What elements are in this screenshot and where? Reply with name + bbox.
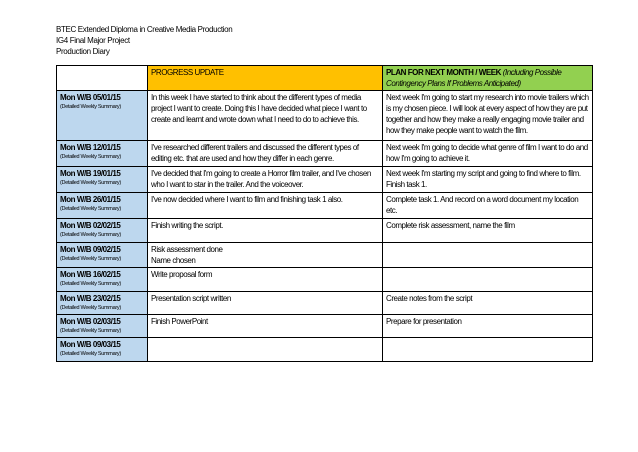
progress-cell[interactable]: Presentation script written bbox=[148, 292, 383, 315]
summary-label: (Detailed Weekly Summary) bbox=[60, 256, 121, 262]
plan-header-label: PLAN FOR NEXT MONTH / WEEK bbox=[386, 68, 501, 77]
week-date-cell bbox=[57, 193, 148, 219]
table-row bbox=[57, 193, 593, 219]
table-row bbox=[57, 167, 593, 193]
week-date: Mon W/B 16/02/15 bbox=[60, 270, 121, 279]
progress-cell[interactable]: Write proposal form bbox=[148, 268, 383, 292]
table-row bbox=[57, 338, 593, 362]
summary-label: (Detailed Weekly Summary) bbox=[60, 104, 121, 110]
table-row bbox=[57, 141, 593, 167]
table-row bbox=[57, 91, 593, 141]
plan-cell[interactable]: Complete task 1. And record on a word document my location etc. bbox=[383, 193, 593, 219]
week-date: Mon W/B 19/01/15 bbox=[60, 169, 121, 178]
week-date: Mon W/B 23/02/15 bbox=[60, 294, 121, 303]
week-date: Mon W/B 26/01/15 bbox=[60, 195, 121, 204]
progress-cell[interactable]: I've now decided where I want to film and finishing task 1 also. bbox=[148, 193, 383, 219]
week-date: Mon W/B 02/02/15 bbox=[60, 221, 121, 230]
progress-cell[interactable]: I've researched different trailers and discussed the different types of editing etc. that are used and how they differ in each genre. bbox=[148, 141, 383, 167]
table-row bbox=[57, 219, 593, 243]
progress-cell[interactable]: I've decided that I'm going to create a Horror film trailer, and I've chosen who I want to star in the trailer. And the voiceover. bbox=[148, 167, 383, 193]
production-diary-table bbox=[56, 65, 593, 362]
progress-update-header bbox=[148, 66, 383, 91]
project-title: IG4 Final Major Project bbox=[56, 36, 130, 45]
summary-label: (Detailed Weekly Summary) bbox=[60, 232, 121, 238]
summary-label: (Detailed Weekly Summary) bbox=[60, 351, 121, 357]
week-date-cell bbox=[57, 268, 148, 292]
table-row bbox=[57, 243, 593, 268]
header-blank-cell bbox=[57, 66, 148, 91]
summary-label: (Detailed Weekly Summary) bbox=[60, 206, 121, 212]
summary-label: (Detailed Weekly Summary) bbox=[60, 305, 121, 311]
table-row bbox=[57, 268, 593, 292]
week-date-cell bbox=[57, 219, 148, 243]
week-date-cell bbox=[57, 141, 148, 167]
progress-line: Name chosen bbox=[151, 256, 196, 265]
diary-title: Production Diary bbox=[56, 47, 110, 56]
week-date: Mon W/B 05/01/15 bbox=[60, 93, 121, 102]
table-header-row bbox=[57, 66, 593, 91]
progress-cell[interactable]: Finish writing the script. bbox=[148, 219, 383, 243]
plan-cell[interactable] bbox=[383, 243, 593, 268]
week-date-cell bbox=[57, 243, 148, 268]
plan-cell[interactable]: Prepare for presentation bbox=[383, 315, 593, 338]
plan-header bbox=[383, 66, 593, 91]
progress-cell[interactable] bbox=[148, 243, 383, 268]
progress-line: Risk assessment done bbox=[151, 245, 223, 254]
table-row bbox=[57, 292, 593, 315]
week-date-cell bbox=[57, 292, 148, 315]
week-date-cell bbox=[57, 315, 148, 338]
progress-cell[interactable]: Finish PowerPoint bbox=[148, 315, 383, 338]
week-date: Mon W/B 09/03/15 bbox=[60, 340, 121, 349]
plan-cell[interactable] bbox=[383, 268, 593, 292]
table-row bbox=[57, 315, 593, 338]
summary-label: (Detailed Weekly Summary) bbox=[60, 281, 121, 287]
week-date-cell bbox=[57, 167, 148, 193]
summary-label: (Detailed Weekly Summary) bbox=[60, 154, 121, 160]
week-date: Mon W/B 09/02/15 bbox=[60, 245, 121, 254]
week-date-cell bbox=[57, 91, 148, 141]
week-date: Mon W/B 12/01/15 bbox=[60, 143, 121, 152]
plan-cell[interactable]: Next week I'm going to start my research into movie trailers which is my chosen piece. I will look at every aspect of how they are put together and how they make a really engaging movie trailer and how they make people want to watch the film. bbox=[383, 91, 593, 141]
summary-label: (Detailed Weekly Summary) bbox=[60, 328, 121, 334]
plan-header-note: (Including Possible Contingency Plans If Problems Anticipated) bbox=[386, 68, 562, 88]
progress-cell[interactable]: In this week I have started to think about the different types of media project I want to create. Doing this I have decided what piece I want to create and learnt and wrote down what I need to do to achieve this. bbox=[148, 91, 383, 141]
document-header bbox=[56, 24, 232, 57]
progress-cell[interactable] bbox=[148, 338, 383, 362]
plan-cell[interactable]: Complete risk assessment, name the film bbox=[383, 219, 593, 243]
plan-cell[interactable]: Create notes from the script bbox=[383, 292, 593, 315]
week-date: Mon W/B 02/03/15 bbox=[60, 317, 121, 326]
plan-cell[interactable]: Next week I'm going to decide what genre of film I want to do and how I'm going to achieve it. bbox=[383, 141, 593, 167]
course-title: BTEC Extended Diploma in Creative Media Production bbox=[56, 25, 233, 34]
progress-header-label: PROGRESS UPDATE bbox=[151, 68, 224, 77]
summary-label: (Detailed Weekly Summary) bbox=[60, 180, 121, 186]
plan-cell[interactable] bbox=[383, 338, 593, 362]
week-date-cell bbox=[57, 338, 148, 362]
plan-cell[interactable]: Next week I'm starting my script and going to find where to film. Finish task 1. bbox=[383, 167, 593, 193]
